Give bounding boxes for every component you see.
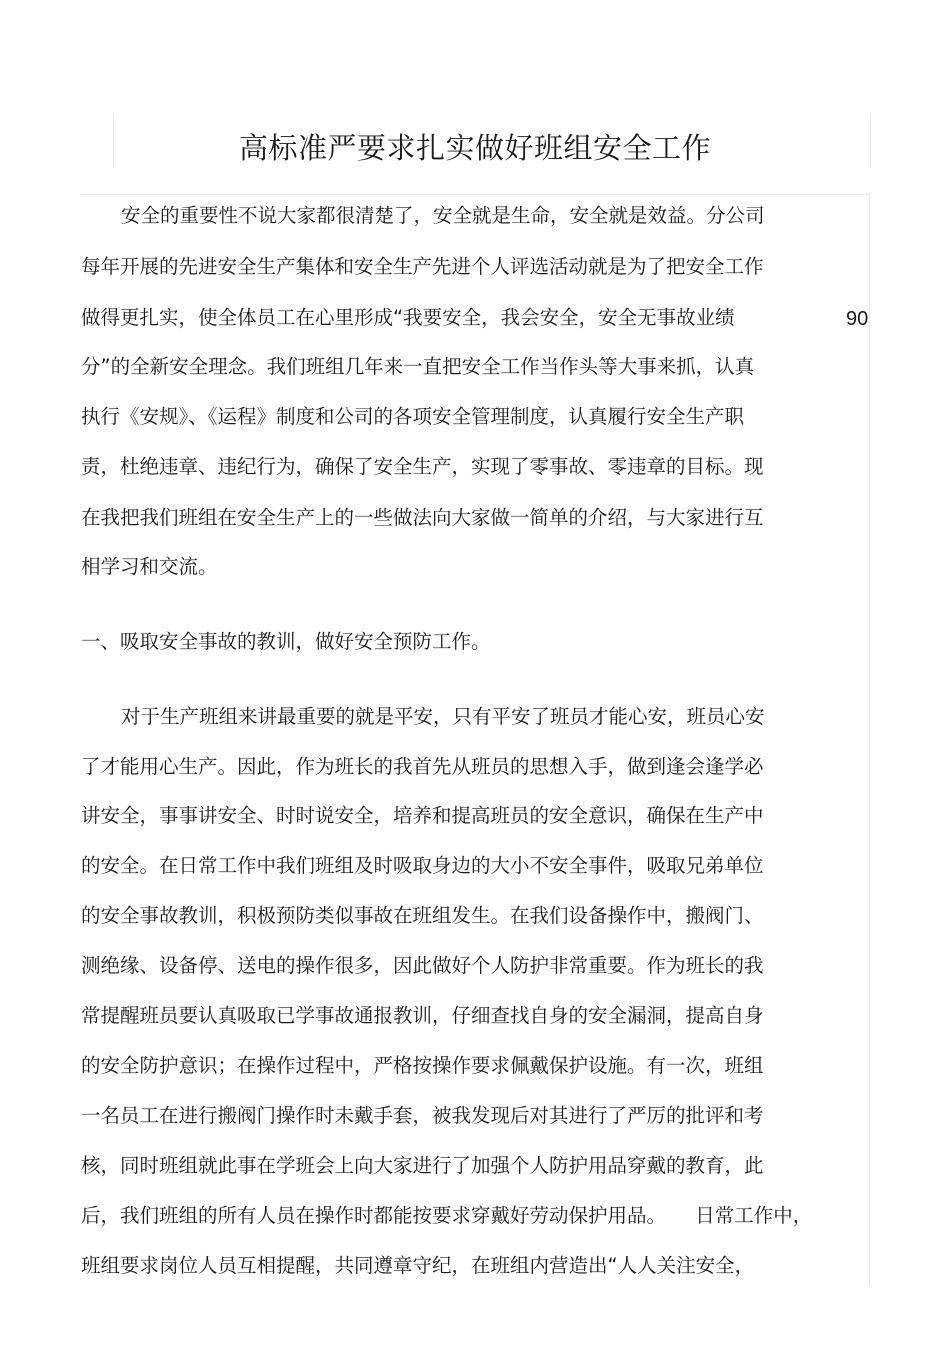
paragraph-line: 做得更扎实，使全体员工在心里形成“我要安全，我会安全，安全无事故业绩 [81,306,735,329]
paragraph-line: 对于生产班组来讲最重要的就是平安，只有平安了班员才能心安，班员心安 [121,705,765,728]
paragraph-line: 的安全防护意识；在操作过程中，严格按操作要求佩戴保护设施。有一次，班组 [81,1054,764,1077]
paragraph-line: 核，同时班组就此事在学班会上向大家进行了加强个人防护用品穿戴的教育，此 [81,1154,764,1177]
paragraph-line: 执行《安规》、《运程》制度和公司的各项安全管理制度，认真履行安全生产职 [81,405,745,428]
paragraph-line: 在我把我们班组在安全生产上的一些做法向大家做一简单的介绍，与大家进行互 [81,506,764,529]
header-divider [80,194,870,195]
paragraph-line: 的安全事故教训，积极预防类似事故在班组发生。在我们设备操作中，搬阀门、 [81,904,764,927]
paragraph-line: 分”的全新安全理念。我们班组几年来一直把安全工作当作头等大事来抓，认真 [81,355,755,378]
paragraph-line: 班组要求岗位人员互相提醒，共同遵章守纪，在班组内营造出“人人关注安全， [81,1254,755,1277]
section-heading: 一、吸取安全事故的教训，做好安全预防工作。 [81,630,491,653]
page-number: 90 [846,308,869,330]
paragraph-line: 责，杜绝违章、违纪行为，确保了安全生产，实现了零事故、零违章的目标。现 [81,455,764,478]
document-title: 高标准严要求扎实做好班组安全工作 [238,131,711,165]
paragraph-line: 的安全。在日常工作中我们班组及时吸取身边的大小不安全事件，吸取兄弟单位 [81,854,764,877]
paragraph-line: 一名员工在进行搬阀门操作时未戴手套，被我发现后对其进行了严厉的批评和考 [81,1104,764,1127]
paragraph-line: 后，我们班组的所有人员在操作时都能按要求穿戴好劳动保护用品。 日常工作中， [81,1204,813,1227]
paragraph-line: 讲安全，事事讲安全、时时说安全，培养和提高班员的安全意识，确保在生产中 [81,804,764,827]
paragraph-line: 每年开展的先进安全生产集体和安全生产先进个人评选活动就是为了把安全工作 [81,255,764,278]
paragraph-line: 了才能用心生产。因此，作为班长的我首先从班员的思想入手，做到逢会逢学必 [81,755,764,778]
paragraph-line: 常提醒班员要认真吸取已学事故通报教训，仔细查找自身的安全漏洞，提高自身 [81,1004,764,1027]
paragraph-line: 测绝缘、设备停、送电的操作很多，因此做好个人防护非常重要。作为班长的我 [81,954,764,977]
paragraph-line: 相学习和交流。 [81,555,218,578]
paragraph-line: 安全的重要性不说大家都很清楚了，安全就是生命，安全就是效益。分公司 [121,204,765,227]
right-margin-rule [869,194,870,1286]
